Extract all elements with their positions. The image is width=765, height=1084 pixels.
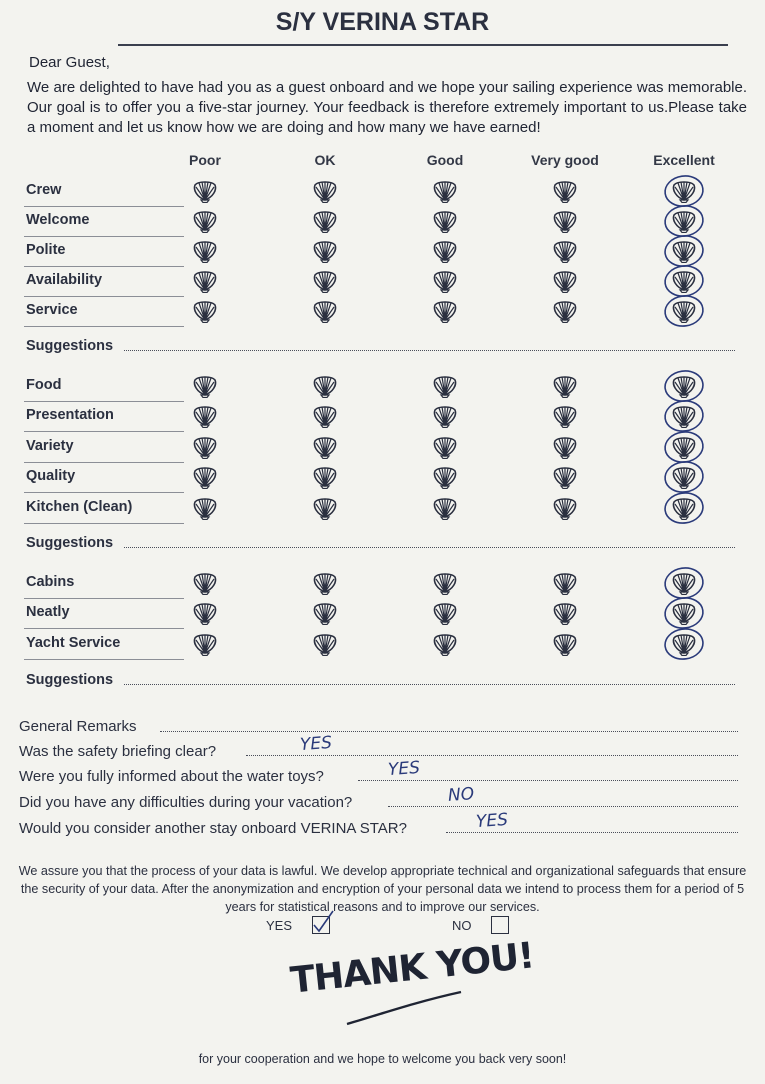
scallop-shell-icon[interactable] [551,465,579,489]
greeting: Dear Guest, [29,54,110,71]
scallop-shell-icon[interactable] [431,299,459,323]
scallop-shell-icon[interactable] [551,571,579,595]
selected-rating-circle [664,235,704,267]
scallop-shell-icon[interactable] [431,601,459,625]
answer-water-toys: YES [387,757,421,781]
selected-rating-circle [664,400,704,432]
scallop-shell-icon[interactable] [311,404,339,428]
row-label-yacht-service: Yacht Service [26,635,121,651]
scallop-shell-icon[interactable] [551,209,579,233]
scallop-shell-icon[interactable] [551,269,579,293]
answer-another-stay: YES [475,809,509,833]
answer-line-water-toys[interactable] [358,780,738,781]
question-difficulties: Did you have any difficulties during your vacation? [19,794,353,811]
row-label-availability: Availability [26,272,103,288]
row-label-food: Food [26,377,62,393]
consent-yes-checkbox[interactable] [312,916,330,934]
row-label-kitchen-clean: Kitchen (Clean) [26,499,133,515]
answer-line-difficulties[interactable] [388,806,738,807]
scallop-shell-icon[interactable] [551,239,579,263]
suggestions-line-3[interactable] [124,684,735,685]
checkmark-icon [311,909,333,933]
row-divider [24,598,184,599]
question-safety-briefing: Was the safety briefing clear? [19,743,217,760]
selected-rating-circle [664,567,704,599]
privacy-statement: We assure you that the process of your data is lawful. We develop appropriate technical and organizational safeguards that ensure the security of your data. After the anonymization and encryption of your personal data we intend to process them for a period of 5 years for statistical reasons and to improve our services. [18,864,747,914]
row-label-neatly: Neatly [26,604,70,620]
question-water-toys: Were you fully informed about the water toys? [19,768,324,785]
scallop-shell-icon[interactable] [191,465,219,489]
scallop-shell-icon[interactable] [191,404,219,428]
column-header-ok: OK [314,152,336,168]
selected-rating-circle [664,431,704,463]
row-divider [24,401,184,402]
intro-paragraph: We are delighted to have had you as a guest onboard and we hope your sailing experience was memorable. Our goal is to offer you a five-star journey. Your feedback is therefore extremely important to us.Please take a moment and let us know how we are doing and how many we have earned! [27,79,747,136]
answer-line-safety-briefing[interactable] [246,755,738,756]
scallop-shell-icon[interactable] [311,571,339,595]
row-label-presentation: Presentation [26,407,114,423]
row-divider [24,462,184,463]
row-divider [24,236,184,237]
scallop-shell-icon[interactable] [431,269,459,293]
scallop-shell-icon[interactable] [551,179,579,203]
scallop-shell-icon[interactable] [551,374,579,398]
row-label-quality: Quality [26,468,76,484]
row-divider [24,628,184,629]
scallop-shell-icon[interactable] [431,404,459,428]
scallop-shell-icon[interactable] [311,601,339,625]
scallop-shell-icon[interactable] [431,435,459,459]
scallop-shell-icon[interactable] [191,496,219,520]
row-label-welcome: Welcome [26,212,90,228]
answer-safety-briefing: YES [299,732,333,756]
consent-yes-label: YES [266,918,293,933]
selected-rating-circle [664,205,704,237]
suggestions-label-3: Suggestions [26,672,114,688]
row-divider [24,266,184,267]
thank-you-handwriting: THANK YOU! [288,935,536,1002]
scallop-shell-icon[interactable] [191,269,219,293]
answer-line-another-stay[interactable] [446,832,738,833]
column-header-very-good: Very good [531,152,599,168]
row-divider [24,523,184,524]
row-divider [24,326,184,327]
scallop-shell-icon[interactable] [191,209,219,233]
scallop-shell-icon[interactable] [551,496,579,520]
scallop-shell-icon[interactable] [311,299,339,323]
scallop-shell-icon[interactable] [551,632,579,656]
scallop-shell-icon[interactable] [191,179,219,203]
scallop-shell-icon[interactable] [431,571,459,595]
scallop-shell-icon[interactable] [311,465,339,489]
scallop-shell-icon[interactable] [431,632,459,656]
column-header-good: Good [426,152,464,168]
selected-rating-circle [664,265,704,297]
page-title: S/Y VERINA STAR [275,8,490,36]
scallop-shell-icon[interactable] [551,435,579,459]
underline-swoosh [345,990,465,1030]
column-header-excellent: Excellent [653,152,715,168]
scallop-shell-icon[interactable] [191,571,219,595]
row-label-variety: Variety [26,438,74,454]
scallop-shell-icon[interactable] [311,209,339,233]
scallop-shell-icon[interactable] [191,299,219,323]
scallop-shell-icon[interactable] [311,374,339,398]
selected-rating-circle [664,597,704,629]
scallop-shell-icon[interactable] [311,239,339,263]
row-label-service: Service [26,302,78,318]
question-another-stay: Would you consider another stay onboard VERINA STAR? [19,820,407,837]
scallop-shell-icon[interactable] [431,374,459,398]
scallop-shell-icon[interactable] [191,632,219,656]
scallop-shell-icon[interactable] [431,496,459,520]
scallop-shell-icon[interactable] [551,601,579,625]
footer-text: for your cooperation and we hope to welcome you back very soon! [198,1052,567,1066]
suggestions-label-1: Suggestions [26,338,114,354]
scallop-shell-icon[interactable] [431,465,459,489]
selected-rating-circle [664,295,704,327]
row-divider [24,431,184,432]
scallop-shell-icon[interactable] [191,239,219,263]
row-divider [24,206,184,207]
scallop-shell-icon[interactable] [311,269,339,293]
scallop-shell-icon[interactable] [431,239,459,263]
suggestions-line-2[interactable] [124,547,735,548]
general-remarks-label: General Remarks [19,718,137,735]
selected-rating-circle [664,461,704,493]
scallop-shell-icon[interactable] [311,496,339,520]
selected-rating-circle [664,492,704,524]
title-underline [118,44,728,46]
selected-rating-circle [664,370,704,402]
row-divider [24,296,184,297]
scallop-shell-icon[interactable] [311,435,339,459]
scallop-shell-icon[interactable] [191,374,219,398]
selected-rating-circle [664,628,704,660]
scallop-shell-icon[interactable] [311,179,339,203]
row-label-crew: Crew [26,182,62,198]
row-divider [24,659,184,660]
row-label-cabins: Cabins [26,574,75,590]
consent-no-checkbox[interactable] [491,916,509,934]
scallop-shell-icon[interactable] [191,435,219,459]
general-remarks-line[interactable] [160,731,738,732]
consent-no-label: NO [452,918,472,933]
row-divider [24,492,184,493]
scallop-shell-icon[interactable] [551,404,579,428]
row-label-polite: Polite [26,242,66,258]
suggestions-label-2: Suggestions [26,535,114,551]
column-header-poor: Poor [189,152,221,168]
scallop-shell-icon[interactable] [431,209,459,233]
answer-difficulties: NO [447,784,475,806]
suggestions-line-1[interactable] [124,350,735,351]
scallop-shell-icon[interactable] [191,601,219,625]
scallop-shell-icon[interactable] [311,632,339,656]
scallop-shell-icon[interactable] [551,299,579,323]
selected-rating-circle [664,175,704,207]
scallop-shell-icon[interactable] [431,179,459,203]
